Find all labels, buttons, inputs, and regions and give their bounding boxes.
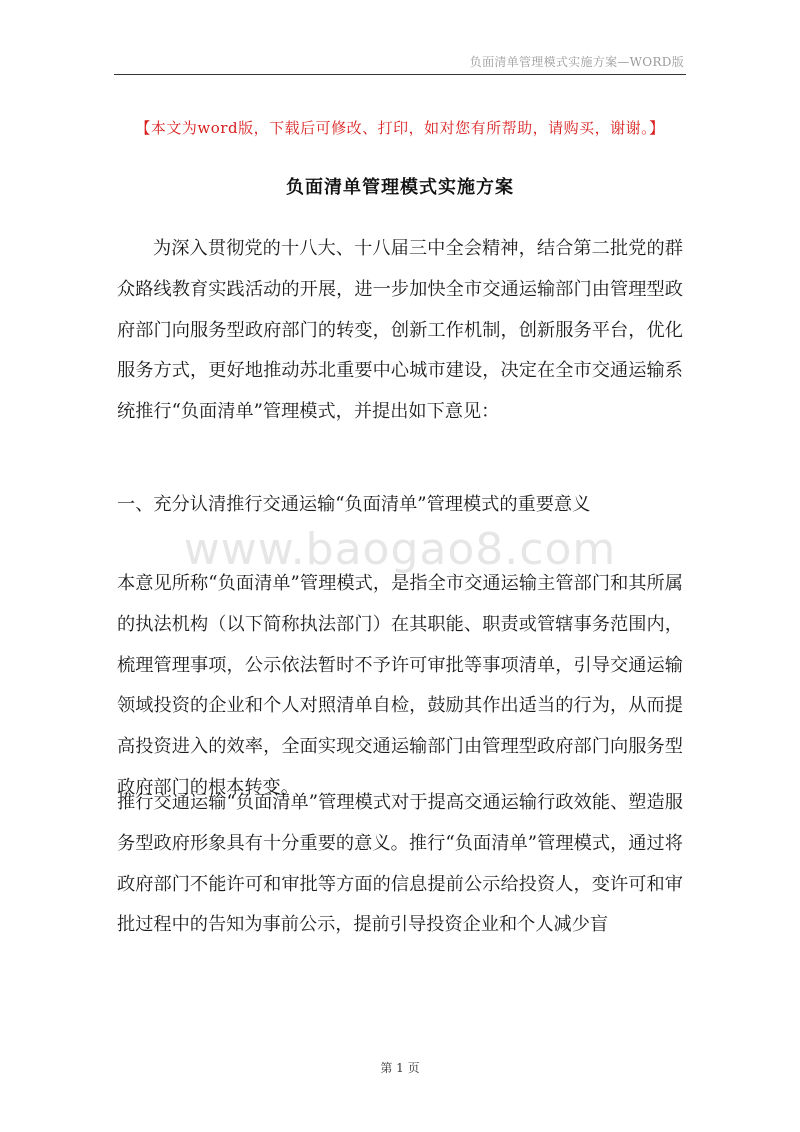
intro-paragraph: 为深入贯彻党的十八大、十八届三中全会精神，结合第二批党的群众路线教育实践活动的开展，进一步加快全市交通运输部门由管理型政府部门向服务型政府部门的转变，创新工作机制，创新服务平台，优化服务方式，更好地推动苏北重要中心城市建设，决定在全市交通运输系统推行“负面清单”管理模式，并提出如下意见： (117, 238, 683, 423)
header-divider (114, 74, 686, 75)
page-number: 第 1 页 (380, 1061, 420, 1075)
watermark: www.baogao8.com (183, 524, 617, 575)
body-paragraph-definition: 本意见所称“负面清单”管理模式，是指全市交通运输主管部门和其所属的执法机构（以下简称执法部门）在其职能、职责或管辖事务范围内，梳理管理事项，公示依法暂时不予许可审批等事项清单，引导交通运输领域投资的企业和个人对照清单自检，鼓励其作出适当的行为，从而提高投资进入的效率，全面实现交通运输部门由管理型政府部门向服务型政府部门的根本转变。 (117, 573, 683, 798)
download-notice: 【本文为word版，下载后可修改、打印，如对您有所帮助，请购买，谢谢。】 (135, 119, 665, 137)
page-title: 负面清单管理模式实施方案 (286, 177, 514, 198)
section-heading-1: 一、充分认清推行交通运输“负面清单”管理模式的重要意义 (117, 494, 591, 515)
running-header: 负面清单管理模式实施方案—WORD版 (469, 55, 684, 69)
body-paragraph-significance: 推行交通运输“负面清单”管理模式对于提高交通运输行政效能、塑造服务型政府形象具有十分重要的意义。推行“负面清单”管理模式，通过将政府部门不能许可和审批等方面的信息提前公示给投资人，变许可和审批过程中的告知为事前公示，提前引导投资企业和个人减少盲 (117, 792, 683, 936)
